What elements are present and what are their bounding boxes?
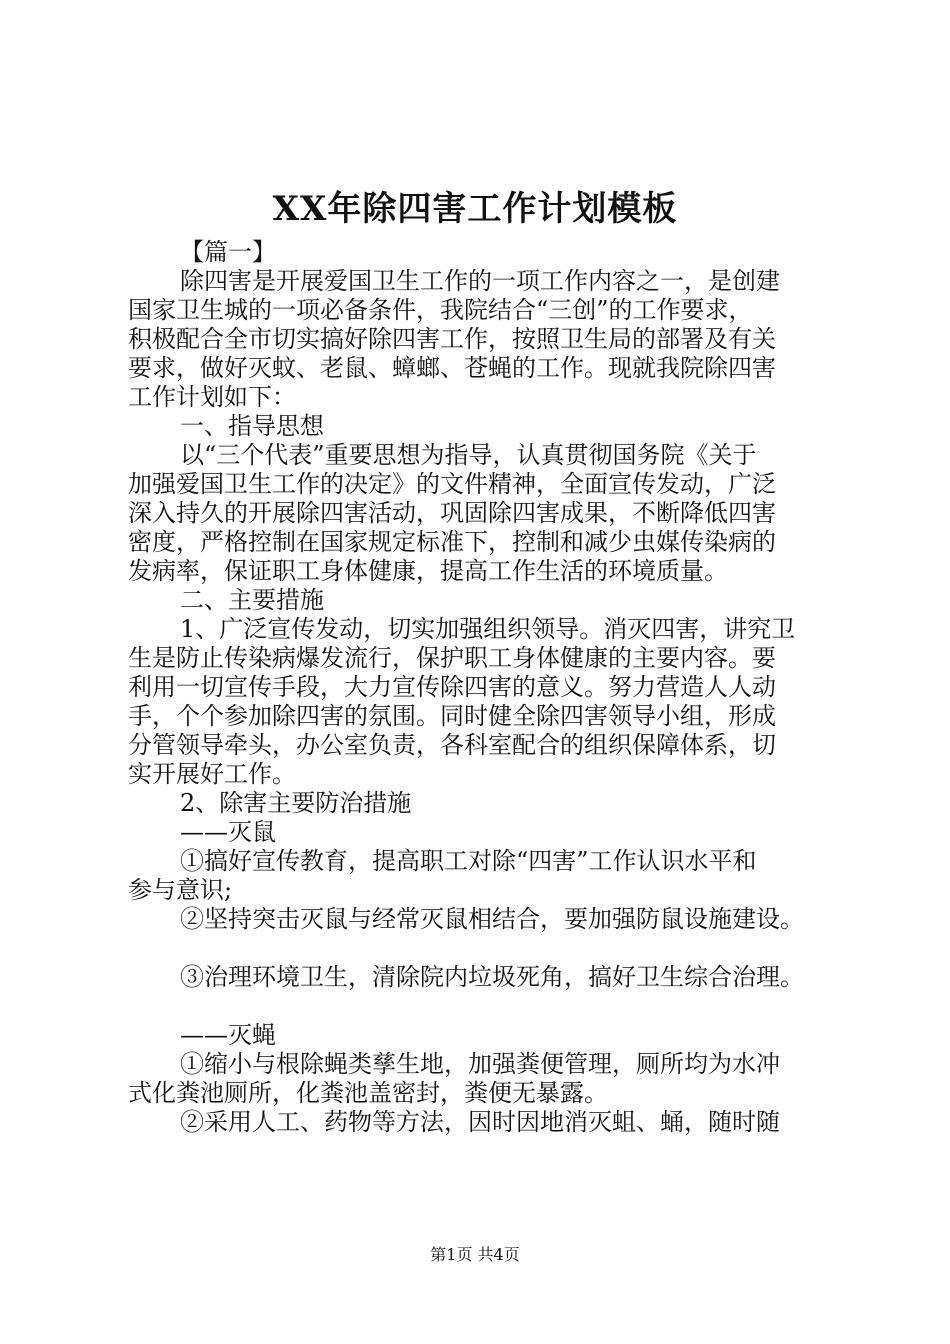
document-title: XX年除四害工作计划模板 (272, 189, 678, 229)
body-line: 国家卫生城的一项必备条件，我院结合“三创”的工作要求， (128, 296, 753, 324)
page-footer: 第1页 共4页 (430, 1245, 520, 1264)
body-line: 式化粪池厕所，化粪池盖密封，粪便无暴露。 (128, 1079, 608, 1107)
body-line: 深入持久的开展除四害活动，巩固除四害成果，不断降低四害 (128, 499, 776, 527)
body-line: ②坚持突击灭鼠与经常灭鼠相结合，要加强防鼠设施建设。 (180, 905, 804, 933)
body-line: 手，个个参加除四害的氛围。同时健全除四害领导小组，形成 (128, 702, 776, 730)
body-line: ①搞好宣传教育，提高职工对除“四害”工作认识水平和 (180, 847, 757, 875)
body-line: ——灭鼠 (180, 818, 276, 846)
body-line: 要求，做好灭蚊、老鼠、蟑螂、苍蝇的工作。现就我院除四害 (128, 354, 776, 382)
body-line: 发病率，保证职工身体健康，提高工作生活的环境质量。 (128, 557, 728, 585)
body-line (128, 934, 843, 963)
body-line: 利用一切宣传手段，大力宣传除四害的意义。努力营造人人动 (128, 673, 776, 701)
body-line: 积极配合全市切实搞好除四害工作，按照卫生局的部署及有关 (128, 325, 776, 353)
body-line: 参与意识; (128, 876, 233, 904)
body-line: 【篇一】 (180, 238, 276, 266)
body-line: 除四害是开展爱国卫生工作的一项工作内容之一，是创建 (180, 267, 780, 295)
body-line: ③治理环境卫生，清除院内垃圾死角，搞好卫生综合治理。 (180, 963, 804, 991)
body-line: 1、广泛宣传发动，切实加强组织领导。消灭四害，讲究卫 (180, 615, 796, 643)
body-line: 一、指导思想 (180, 412, 324, 440)
body-line: 分管领导牵头，办公室负责，各科室配合的组织保障体系，切 (128, 731, 776, 759)
body-line: 2、除害主要防治措施 (180, 789, 412, 817)
body-line: 以“三个代表”重要思想为指导，认真贯彻国务院《关于 (180, 441, 757, 469)
body-line: ——灭蝇 (180, 1021, 276, 1049)
body-line: 密度，严格控制在国家规定标准下，控制和减少虫媒传染病的 (128, 528, 776, 556)
document-body (128, 238, 843, 1137)
body-line: ②采用人工、药物等方法，因时因地消灭蛆、蛹，随时随 (180, 1108, 780, 1136)
body-line: 生是防止传染病爆发流行，保护职工身体健康的主要内容。要 (128, 644, 776, 672)
body-line: 二、主要措施 (180, 586, 324, 614)
body-line (128, 992, 843, 1021)
body-line: 实开展好工作。 (128, 760, 296, 788)
body-line: 工作计划如下： (128, 383, 296, 411)
body-line: 加强爱国卫生工作的决定》的文件精神，全面宣传发动，广泛 (128, 470, 776, 498)
body-line: ①缩小与根除蝇类孳生地，加强粪便管理，厕所均为水冲 (180, 1050, 780, 1078)
